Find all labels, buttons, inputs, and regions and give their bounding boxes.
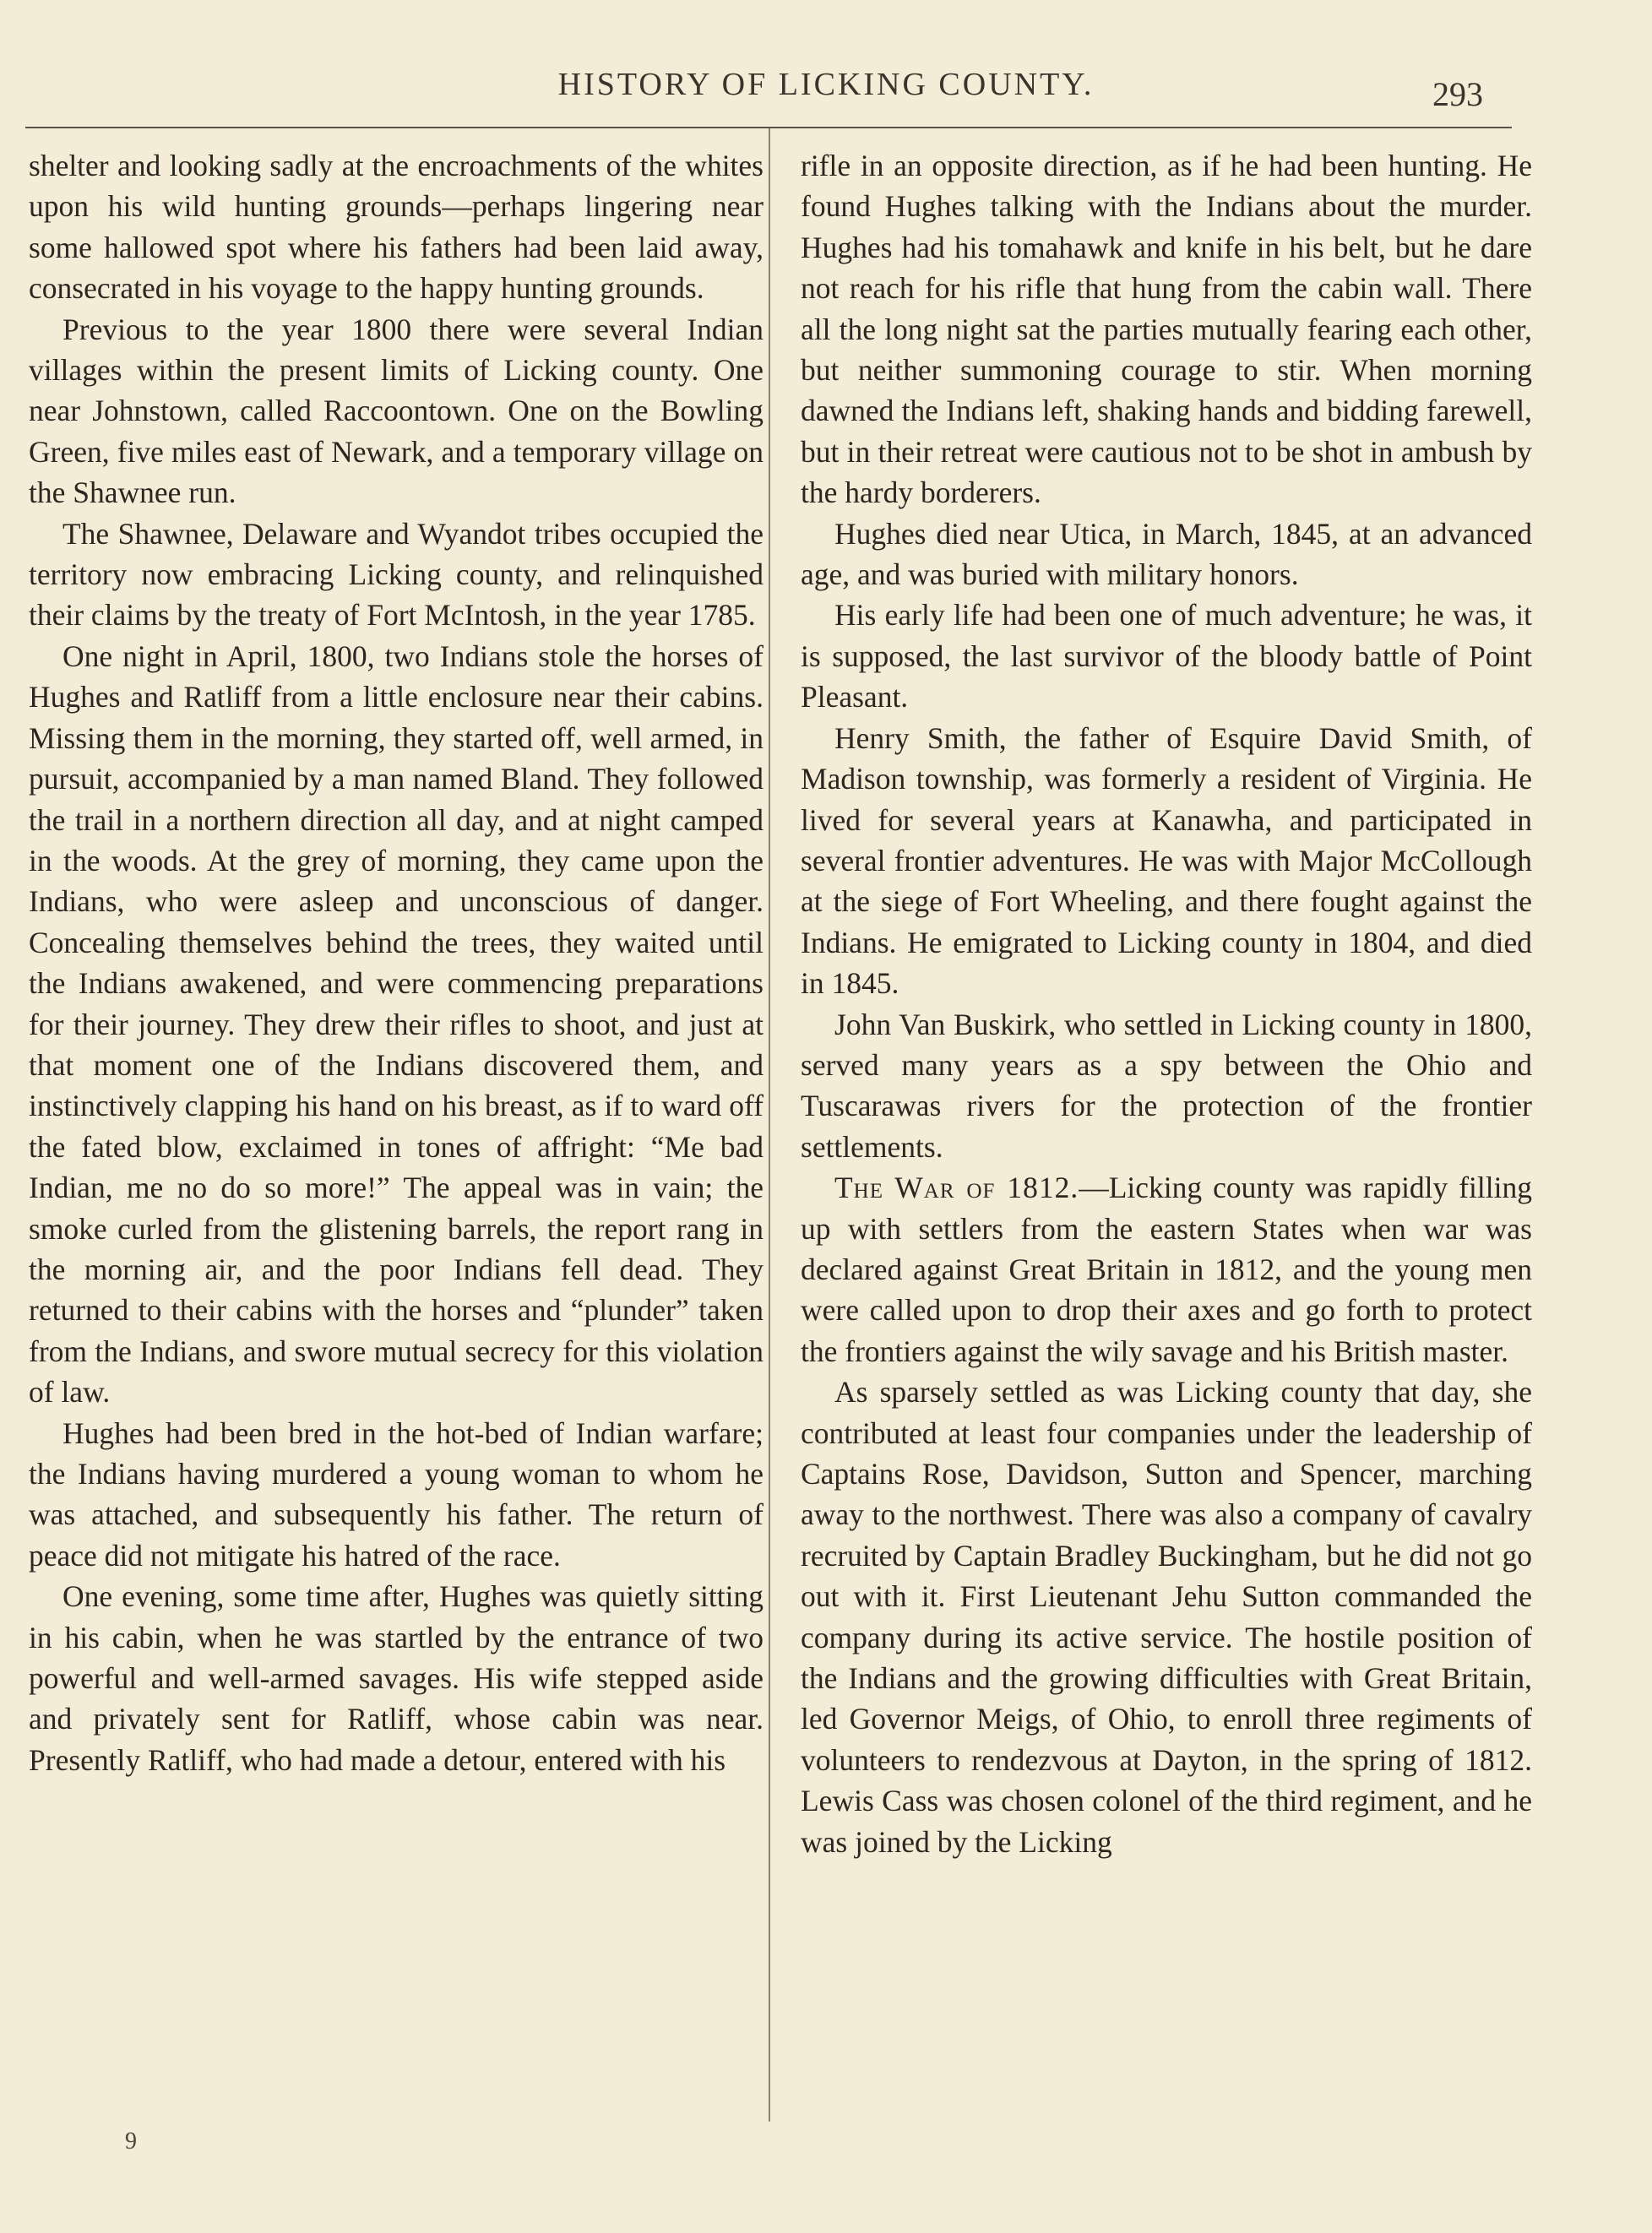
paragraph: Henry Smith, the father of Esquire David Smith, of Madison township, was formerly a resident of Virginia. He lived for several years at Kanawha, and participated in several frontier adventures. He was with Major McCollough at the siege of Fort Wheeling, and there fought against the Indians. He emigrated to Licking county in 1804, and died in 1845. [801, 720, 1532, 1001]
right-column [801, 145, 1532, 1862]
section-body: —Licking county was rapidly filling up with settlers from the eastern States when war was declared against Great Britain in 1812, and the young men were called upon to drop their axes and go forth to protect the frontiers against the wily savage and his British master. [801, 1171, 1532, 1368]
section-heading: The War of 1812. [834, 1171, 1079, 1205]
paragraph: One evening, some time after, Hughes was quietly sitting in his cabin, when he was startled by the entrance of two powerful and well-armed savages. His wife stepped aside and privately sent for Ratliff, whose cabin was near. Presently Ratliff, who had made a detour, entered with his [29, 1579, 764, 1777]
left-column [29, 145, 764, 1780]
paragraph: One night in April, 1800, two Indians stole the horses of Hughes and Ratliff from a little enclosure near their cabins. Missing them in the morning, they started off, well armed, in pursuit, accompanied by a man named Bland. They followed the trail in a northern direction all day, and at night camped in the woods. At the grey of morning, they came upon the Indians, who were asleep and unconscious of danger. Concealing themselves behind the trees, they waited until the Indians awakened, and were commencing preparations for their journey. They drew their rifles to shoot, and just at that moment one of the Indians discovered them, and instinctively clapping his hand on his breast, as if to ward off the fated blow, exclaimed in tones of affright: “Me bad Indian, me no do so more!” The appeal was in vain; the smoke curled from the glistening barrels, the report rang in the morning air, and the poor Indians fell dead. They returned to their cabins with the horses and “plunder” taken from the Indians, and swore mutual secrecy for this violation of law. [29, 638, 764, 1410]
paragraph: Previous to the year 1800 there were several Indian villages within the present limits of Licking county. One near Johnstown, called Raccoontown. One on the Bowling Green, five miles east of Newark, and a temporary village on the Shawnee run. [29, 312, 764, 510]
page-number: 293 [1432, 75, 1483, 113]
running-title: HISTORY OF LICKING COUNTY. [557, 67, 1095, 102]
paragraph: The Shawnee, Delaware and Wyandot tribes occupied the territory now embracing Licking county, and relinquished their claims by the treaty of Fort McIntosh, in the year 1785. [29, 516, 764, 633]
paragraph: John Van Buskirk, who settled in Licking county in 1800, served many years as a spy between the Ohio and Tuscarawas rivers for the protection of the frontier settlements. [801, 1007, 1532, 1164]
paragraph: As sparsely settled as was Licking county that day, she contributed at least four companies under the leadership of Captains Rose, Davidson, Sutton and Spencer, marching away to the northwest. There was also a company of cavalry recruited by Captain Bradley Buckingham, but he did not go out with it. First Lieutenant Jehu Sutton commanded the company during its active service. The hostile position of the Indians and the growing difficulties with Great Britain, led Governor Meigs, of Ohio, to enroll three regiments of volunteers to rendezvous at Dayton, in the spring of 1812. Lewis Cass was chosen colonel of the third regiment, and he was joined by the Licking [801, 1375, 1532, 1859]
paragraph: Hughes died near Utica, in March, 1845, at an advanced age, and was buried with military honors. [801, 516, 1532, 592]
column-divider [769, 128, 770, 2122]
paragraph: shelter and looking sadly at the encroachments of the whites upon his wild hunting grounds—perhaps lingering near some hallowed spot where his fathers had been laid away, consecrated in his voyage to the happy hunting grounds. [29, 149, 764, 306]
paragraph: rifle in an opposite direction, as if he had been hunting. He found Hughes talking with the Indians about the murder. Hughes had his tomahawk and knife in his belt, but he dare not reach for his rifle that hung from the cabin wall. There all the long night sat the parties mutually fearing each other, but neither summoning courage to stir. When morning dawned the Indians left, shaking hands and bidding farewell, but in their retreat were cautious not to be shot in ambush by the hardy borderers. [801, 149, 1532, 510]
paragraph: Hughes had been bred in the hot-bed of Indian warfare; the Indians having murdered a young woman to whom he was attached, and subsequently his father. The return of peace did not mitigate his hatred of the race. [29, 1415, 764, 1573]
signature-mark: 9 [125, 2128, 137, 2154]
war-of-1812-paragraph [801, 1167, 1532, 1372]
paragraph: His early life had been one of much adventure; he was, it is supposed, the last survivor of the bloody battle of Point Pleasant. [801, 598, 1532, 714]
